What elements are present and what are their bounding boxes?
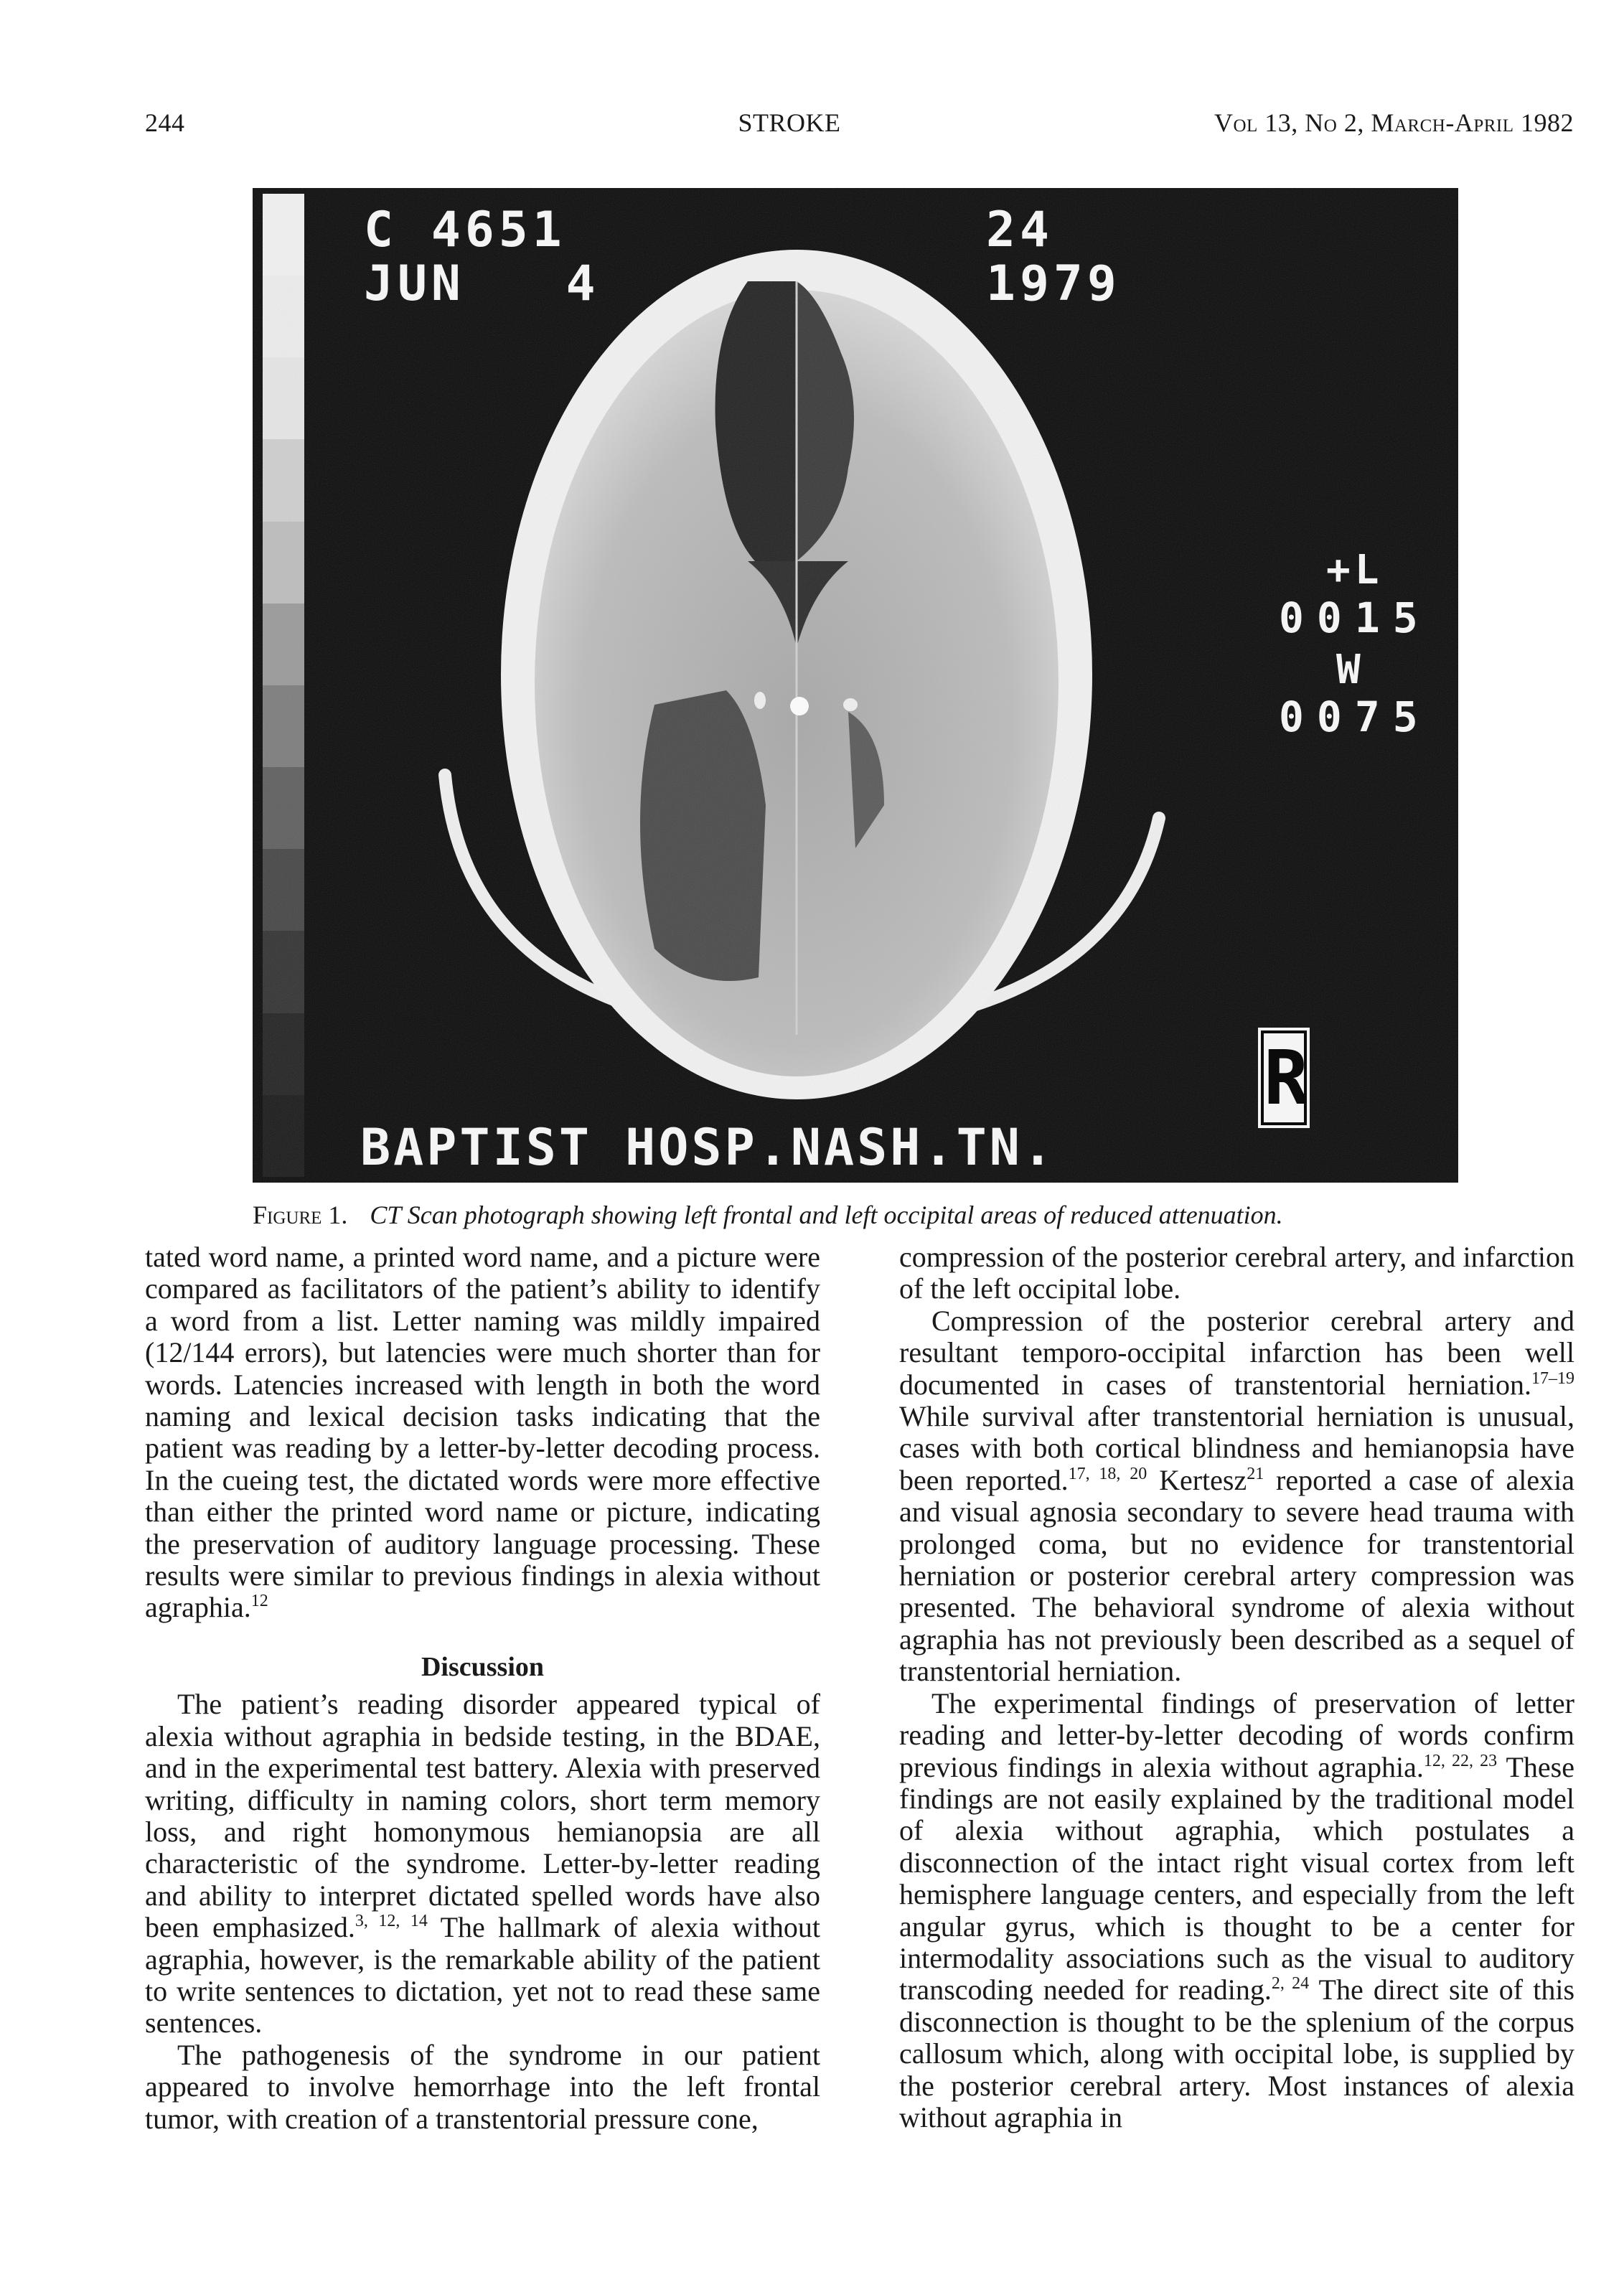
ct-scan-figure <box>253 188 1458 1183</box>
figure-caption-label: Figure 1. <box>253 1201 348 1229</box>
ct-date-year: 1979 <box>986 255 1121 312</box>
paragraph-text: Compression of the posterior cerebral artery and resultant temporo-occipital infarction has been well documented in cases of transtentorial herniation. <box>899 1304 1574 1401</box>
paragraph <box>145 2039 820 2135</box>
figure-caption <box>253 1200 1473 1230</box>
issue-info: Vol 13, No 2, March-April 1982 <box>1214 108 1574 137</box>
paragraph <box>145 1241 820 1624</box>
ct-window-label: W <box>1336 647 1365 693</box>
ct-orientation-marker: R <box>1261 1030 1307 1125</box>
citation-ref: 12 <box>250 1592 268 1611</box>
section-heading-discussion: Discussion <box>421 1651 545 1682</box>
journal-title: STROKE <box>738 108 841 137</box>
paragraph-text: reported a case of alexia and visual agnosia secondary to severe head trauma with prolonged coma, but no evidence for transtentorial herniation or posterior cerebral artery compression was presented. The behavioral syndrome of alexia without agraphia has not previously been described as a sequel of transtentorial herniation. <box>899 1463 1575 1688</box>
ct-window-value: 0075 <box>1279 692 1431 741</box>
paragraph-text: tated word name, a printed word name, and a picture were compared as facilitators of the patient’s ability to identify a word from a list. Letter naming was mildly impaired (12/144 errors), but latencies were much shorter than for words. Latencies increased with length in both the word naming and lexical decision tasks indicating that the patient was reading by a letter-by-letter decoding process. In the cueing test, the dictated words were more effective than either the printed word name or picture, indicating the preservation of auditory language processing. These results were similar to previous findings in alexia without agraphia. <box>145 1241 820 1624</box>
citation-ref: 17–19 <box>1531 1368 1574 1388</box>
ct-slice-number: 24 <box>986 202 1053 258</box>
paragraph-text: The pathogenesis of the syndrome in our patient appeared to involve hemorrhage into the left frontal tumor, with creation of a transtentorial pressure cone, <box>145 2038 820 2135</box>
paragraph-text: The hallmark of alexia without agraphia, however, is the remarkable ability of the patient to write sentences to dictation, yet not to read these same sentences. <box>145 1911 820 2039</box>
paragraph-text: The direct site of this disconnection is thought to be the splenium of the corpus callosum which, along with occipital lobe, is supplied by the posterior cerebral artery. Most instances of alexia without agraphia in <box>899 1973 1575 2133</box>
paragraph-text: Kertesz <box>1147 1463 1247 1496</box>
paragraph <box>899 1305 1574 1688</box>
citation-ref: 12, 22, 23 <box>1423 1751 1498 1770</box>
paragraph-text: The experimental findings of preservation of letter reading and letter-by-letter decoding of words confirm previous findings in alexia without agraphia. <box>899 1686 1574 1783</box>
paragraph <box>899 1688 1574 2134</box>
paragraph <box>899 1241 1574 1305</box>
paragraph-text: compression of the posterior cerebral artery, and infarction of the left occipital lobe. <box>899 1241 1574 1305</box>
figure-caption-text: CT Scan photograph showing left frontal and left occipital areas of reduced attenuation. <box>370 1201 1283 1229</box>
citation-ref: 21 <box>1247 1464 1264 1483</box>
ct-patient-id: C 4651 <box>364 202 566 258</box>
paragraph <box>145 1689 820 2039</box>
right-column <box>899 1241 1574 2133</box>
paragraph-text: The patient’s reading disorder appeared typical of alexia without agraphia in bedside testing, in the BDAE, and in the experimental test battery. Alexia with preserved writing, difficulty in naming colors, short term memory loss, and right homonymous hemianopsia are all characteristic of the syndrome. Letter-by-letter reading and ability to interpret dictated spelled words have also been emphasized. <box>145 1688 820 1944</box>
ct-date-month-day: JUN 4 <box>364 255 600 312</box>
ct-level-value: 0015 <box>1279 593 1431 642</box>
paragraph-text: These findings are not easily explained by the traditional model of alexia without agraphia, which postulates a disconnection of the intact right visual cortex from left hemisphere language centers, and especially from the left angular gyrus, which is thought to be a center for intermodality associations such as the visual to auditory transcoding needed for reading. <box>899 1750 1574 2006</box>
ct-institution-label: BAPTIST HOSP.NASH.TN. <box>360 1118 1056 1177</box>
paragraph-text: While survival after transtentorial herniation is unusual, cases with both cortical blindness and hemianopsia have been reported. <box>899 1400 1574 1496</box>
page-number: 244 <box>145 108 185 137</box>
citation-ref: 17, 18, 20 <box>1068 1464 1147 1483</box>
running-header <box>0 108 1624 144</box>
citation-ref: 3, 12, 14 <box>355 1912 428 1931</box>
ct-level-label: +L <box>1326 547 1384 593</box>
citation-ref: 2, 24 <box>1271 1974 1310 1994</box>
left-column <box>145 1241 820 2135</box>
